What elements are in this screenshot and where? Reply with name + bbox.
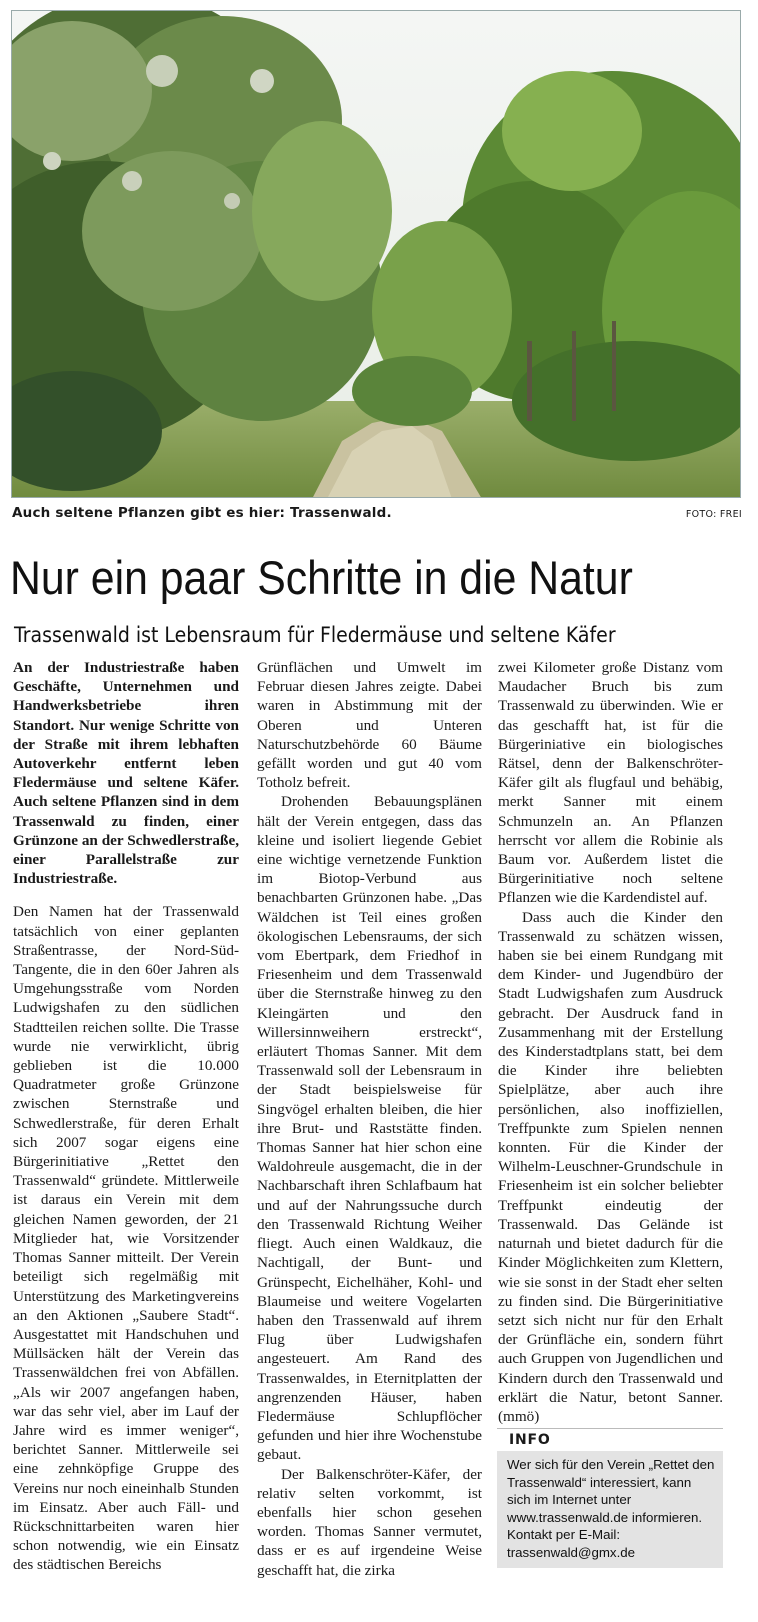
info-box: [497, 1428, 723, 1568]
info-text: Wer sich für den Verein „Rettet den Trassenwald“ interessiert, kann sich im Internet unter: [507, 1457, 715, 1508]
info-body: [497, 1451, 723, 1568]
body-paragraph: zwei Kilometer große Distanz vom Maudacher Bruch bis zum Trassenwald zu überwinden. Wie er das geschafft hat, ist für die Bürgeriniative ein biologisches Rätsel, denn der Balkenschröter-Käfer gilt als flugfaul und behäbig, merkt Sanner mit einem Schmunzeln an. An Pflanzen herrscht vor allem die Robinie als Baum vor. Außerdem listet die Bürgerinitiative noch seltene Pflanzen wie die Kardendistel auf.: [498, 659, 723, 907]
body-paragraph: Grünflächen und Umwelt im Februar diesen Jahres zeigte. Dabei waren in Abstimmung mit der Oberen und Unteren Naturschutzbehörde 60 Bäume gefällt worden und gut 40 vom Totholz befreit.: [257, 659, 482, 792]
body-paragraph: Drohenden Bebauungsplänen hält der Verein entgegen, dass das kleine und isoliert liegende Gebiet eine wichtige vernetzende Funktion im Biotop-Verbund aus benachbarten Grünzonen habe. „Das Wäldchen ist Teil eines großen ökologischen Lebensraums, der sich vom Ebertpark, dem Friedhof in Friesenheim und dem Trassenwald über die Sternstraße hinweg zu den Kleingärten und den Willersinnweihern erstreckt“, erläutert Thomas Sanner. Mit dem Trassenwald soll der Lebensraum in der Stadt beispielsweise für Singvögel erhalten bleiben, die hier ihre Brut- und Raststätte finden. Thomas Sanner hat hier schon eine Waldohreule ausgemacht, die in der Nachbarschaft ihren Schlafbaum hat und auf der Nahrungssuche durch den Trassenwald Richtung Weiher fliegt. Auch einen Waldkauz, die Nachtigall, der Bunt- und Grünspecht, Eichelhäher, Kohl- und Blaumeise und weitere Vogelarten haben den Trassenwald auf ihrem Flug über Ludwigshafen angesteuert. Am Rand des Trassenwaldes, in Eternitplatten der angrenzenden Häuser, haben Fledermäuse Schlupflöcher gefunden und hier ihre Wochenstube gebaut.: [257, 793, 482, 1464]
info-text: informieren. Kontakt per E-Mail:: [507, 1509, 703, 1543]
photo-caption-row: [12, 505, 742, 525]
article-column-2: [257, 658, 482, 1580]
body-paragraph: Den Namen hat der Trassenwald tatsächlich von einer geplanten Straßentrasse, der Nord-Süd-Tangente, die in den 60er Jahren als Umgehungsstraße vom Norden Ludwigshafen zu den südlichen Stadtteilen reichen sollte. Die Trasse wurde nie verwirklicht, übrig geblieben ist die 10.000 Quadratmeter große Grünzone zwischen Sternstraße und Schwedlerstraße, für deren Erhalt sich 2007 sogar eigens eine Bürgerinitiative „Rettet den Trassenwald“ gründete. Mittlerweile ist daraus ein Verein mit dem gleichen Namen geworden, der 21 Mitglieder hat, wie Vorsitzender Thomas Sanner mitteilt. Der Verein beteiligt sich regelmäßig mit Unterstützung des Marketingvereins an den Aktionen „Saubere Stadt“. Ausgestattet mit Handschuhen und Müllsäcken hält der Verein das Trassenwäldchen frei von Abfällen. „Als wir 2007 angefangen haben, war das sehr viel, aber im Lauf der Jahre wird es immer weniger“, berichtet Sanner. Mittlerweile sei eine zehnköpfige Gruppe des Vereins nur noch eineinhalb Stunden im Einsatz. Aber auch Fäll- und Rückschnittarbeiten waren hier schon notwendig, wie ein Einsatz des städtischen Bereichs: [13, 903, 239, 1574]
body-paragraph: Dass auch die Kinder den Trassenwald zu schätzen wissen, haben sie bei einem Rundgang mit dem Kinder- und Jugendbüro der Stadt Ludwigshafen zum Ausdruck gebracht. Der Ausdruck fand in Zusammenhang mit der Erstellung des Kinderstadtplans statt, bei dem die Kinder ihre beliebten Spielplätze, aber auch ihre persönlichen, also inoffiziellen, Treffpunkte zum Spielen nennen konnten. Für die Kinder der Wilhelm-Leuschner-Grundschule in Friesenheim ist ein solcher beliebter Treffpunkt eindeutig der Trassenwald. Das Gelände ist naturnah und bietet dadurch für die Kinder Möglichkeiten zum Klettern, wie sie sonst in der Stadt eher selten zu finden sind. Die Bürgerinitiative setzt sich nicht nur für den Erhalt der Grünfläche ein, sondern führt auch Gruppen von Jugendlichen und Kindern durch den Trassenwald und erklärt die Natur, betont Sanner. (mmö): [498, 908, 723, 1425]
article-photo: [11, 10, 741, 498]
email-link[interactable]: trassenwald@gmx.de: [507, 1544, 636, 1560]
article-column-1: [13, 658, 239, 1575]
subheadline: Trassenwald ist Lebensraum für Fledermäuse und seltene Käfer: [14, 623, 616, 648]
headline: Nur ein paar Schritte in die Natur: [10, 551, 633, 604]
info-title: INFO: [497, 1428, 723, 1451]
body-paragraph: Der Balkenschröter-Käfer, der relativ selten vorkommt, ist ebenfalls hier schon gesehen worden. Thomas Sanner vermutet, dass er es auf irgendeine Weise geschafft hat, die zirka: [257, 1465, 482, 1579]
photo-credit: FOTO: FREI: [685, 509, 742, 520]
lead-paragraph: An der Industriestraße haben Geschäfte, Unternehmen und Handwerksbetriebe ihren Standort. Nur wenige Schritte von der Straße mit ihrem lebhaften Autoverkehr entfernt leben Fledermäuse und seltene Käfer. Auch seltene Pflanzen sind in dem Trassenwald zu finden, einer Grünzone an der Schwedlerstraße, einer Parallelstraße zur Industriestraße.: [13, 659, 239, 888]
website-link[interactable]: www.trassenwald.de: [507, 1509, 629, 1525]
article-column-3: [498, 658, 723, 1426]
forest-photo-illustration: [12, 11, 741, 498]
photo-caption: Auch seltene Pflanzen gibt es hier: Trassenwald.: [12, 505, 392, 521]
